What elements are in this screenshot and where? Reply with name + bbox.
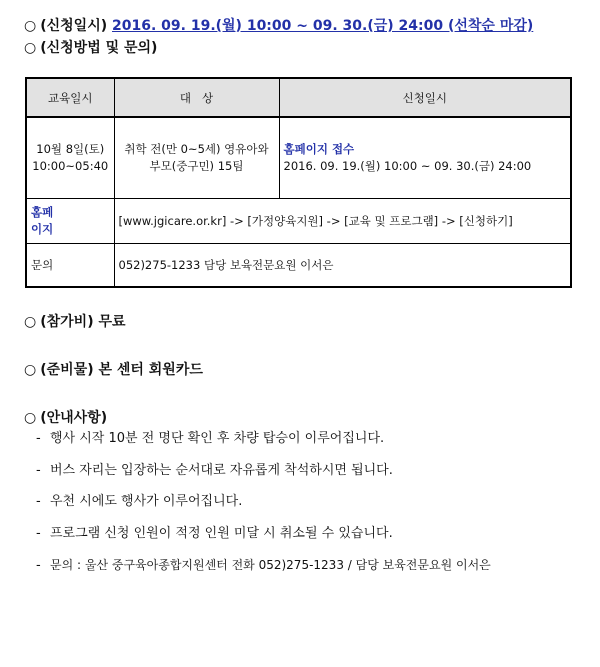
bullet-circle-icon: ○ (24, 314, 37, 330)
list-item (36, 523, 491, 555)
schedule-label: (신청일시) (40, 18, 108, 34)
table-row-homepage (26, 199, 571, 244)
fee-text: (참가비) 무료 (40, 314, 126, 330)
cell-target (114, 117, 279, 199)
apply-line1: 홈페이지 접수 (283, 142, 355, 156)
list-item (36, 554, 491, 586)
bullet-circle-icon: ○ (24, 18, 37, 34)
header-apply: 신청일시 (279, 78, 571, 117)
homepage-path (114, 199, 571, 244)
notice-text: 버스 자리는 입장하는 순서대로 자유롭게 착석하시면 됩니다. (50, 462, 393, 478)
list-item (36, 491, 491, 523)
schedule-value: 2016. 09. 19.(월) 10:00 ~ 09. 30.(금) 24:00 (선착순 마감) (112, 18, 534, 34)
inquiry-value: 052)275-1233 담당 보육전문요원 이서은 (114, 244, 571, 288)
bullet-circle-icon: ○ (24, 362, 37, 378)
homepage-label-line1: 홈페 (31, 205, 54, 219)
materials-text: (준비물) 본 센터 회원카드 (40, 362, 203, 378)
notice-list (36, 428, 491, 586)
notice-title: (안내사항) (40, 410, 108, 426)
dash-icon: - (36, 462, 41, 478)
homepage-label-line2: 이지 (31, 222, 54, 236)
notice-text: 우천 시에도 행사가 이루어집니다. (50, 494, 243, 509)
header-target: 대 상 (114, 78, 279, 117)
notice-text: 문의 : 울산 중구육아종합지원센터 전화 052)275-1233 / 담당 보육전문요원 이서은 (50, 558, 491, 572)
dash-icon: - (36, 494, 41, 509)
schedule-line (24, 15, 533, 35)
dash-icon: - (36, 525, 41, 541)
notice-text: 행사 시작 10분 전 명단 확인 후 차량 탑승이 이루어집니다. (50, 431, 385, 446)
bullet-circle-icon: ○ (24, 410, 37, 426)
dash-icon: - (36, 431, 41, 446)
method-heading (24, 37, 157, 57)
inquiry-label: 문의 (26, 244, 114, 288)
target-line2: 부모(중구민) 15팀 (149, 159, 244, 173)
bullet-circle-icon: ○ (24, 40, 37, 56)
cell-date (26, 117, 114, 199)
target-line1: 취학 전(만 0~5세) 영유아와 (124, 142, 269, 156)
table-row (26, 117, 571, 199)
apply-line2: 2016. 09. 19.(월) 10:00 ~ 09. 30.(금) 24:00 (283, 159, 532, 173)
materials-line (24, 359, 203, 379)
list-item (36, 428, 491, 460)
fee-line (24, 311, 126, 331)
date-line2: 10:00~05:40 (32, 159, 109, 173)
cell-apply (279, 117, 571, 199)
dash-icon: - (36, 558, 41, 573)
notice-heading (24, 407, 107, 427)
table-header-row (26, 78, 571, 117)
application-table (25, 77, 572, 288)
method-label: (신청방법 및 문의) (40, 40, 158, 56)
homepage-path-text: [www.jgicare.or.kr] -> [가정양육지원] -> [교육 및 프로그램] -> [신청하기] (118, 214, 513, 228)
date-line1: 10월 8일(토) (36, 142, 105, 156)
notice-text: 프로그램 신청 인원이 적정 인원 미달 시 취소될 수 있습니다. (50, 525, 393, 541)
table-row-inquiry (26, 244, 571, 288)
list-item (36, 460, 491, 492)
homepage-label (26, 199, 114, 244)
header-date: 교육일시 (26, 78, 114, 117)
